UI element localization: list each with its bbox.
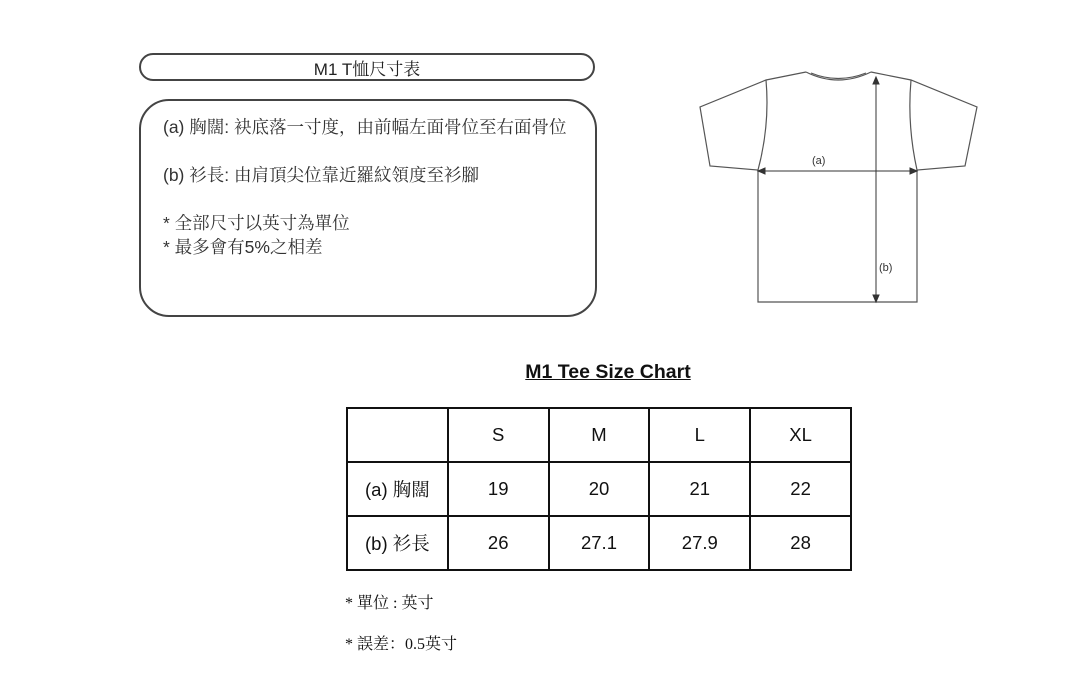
size-table	[346, 407, 852, 571]
tolerance-footnote: * 誤差：0.5英寸	[345, 636, 458, 653]
header-empty-cell	[347, 408, 448, 462]
row-label-chest: (a) 胸闊	[347, 462, 448, 516]
table-cell: 21	[649, 462, 750, 516]
table-cell: 20	[549, 462, 650, 516]
table-cell: 19	[448, 462, 549, 516]
header-size-l: L	[649, 408, 750, 462]
header-size-xl: XL	[750, 408, 851, 462]
tshirt-measurement-diagram	[696, 66, 986, 310]
label-a: (a)	[812, 155, 826, 167]
measurement-instructions-box	[139, 99, 597, 317]
header-size-s: S	[448, 408, 549, 462]
chest-width-description: (a) 胸闊: 袂底落一寸度，由前幅左面骨位至右面骨位	[163, 117, 567, 137]
table-cell: 28	[750, 516, 851, 570]
size-chart-title-pill	[139, 53, 595, 81]
chest-measure-arrow	[758, 168, 917, 174]
label-b: (b)	[879, 262, 893, 274]
table-row	[347, 462, 851, 516]
tshirt-outline-icon	[700, 72, 977, 302]
table-cell: 22	[750, 462, 851, 516]
unit-footnote: * 單位 : 英寸	[345, 595, 434, 612]
shirt-length-description: (b) 衫長: 由肩頂尖位靠近羅紋領度至衫腳	[163, 165, 479, 185]
table-header-row	[347, 408, 851, 462]
table-cell: 27.9	[649, 516, 750, 570]
table-row	[347, 516, 851, 570]
unit-note: * 全部尺寸以英寸為單位	[163, 213, 350, 233]
size-chart-heading: M1 Tee Size Chart	[525, 361, 691, 383]
page-title: M1 T恤尺寸表	[313, 59, 421, 79]
header-size-m: M	[549, 408, 650, 462]
tolerance-note: * 最多會有5%之相差	[163, 237, 323, 257]
table-cell: 27.1	[549, 516, 650, 570]
row-label-length: (b) 衫長	[347, 516, 448, 570]
table-cell: 26	[448, 516, 549, 570]
